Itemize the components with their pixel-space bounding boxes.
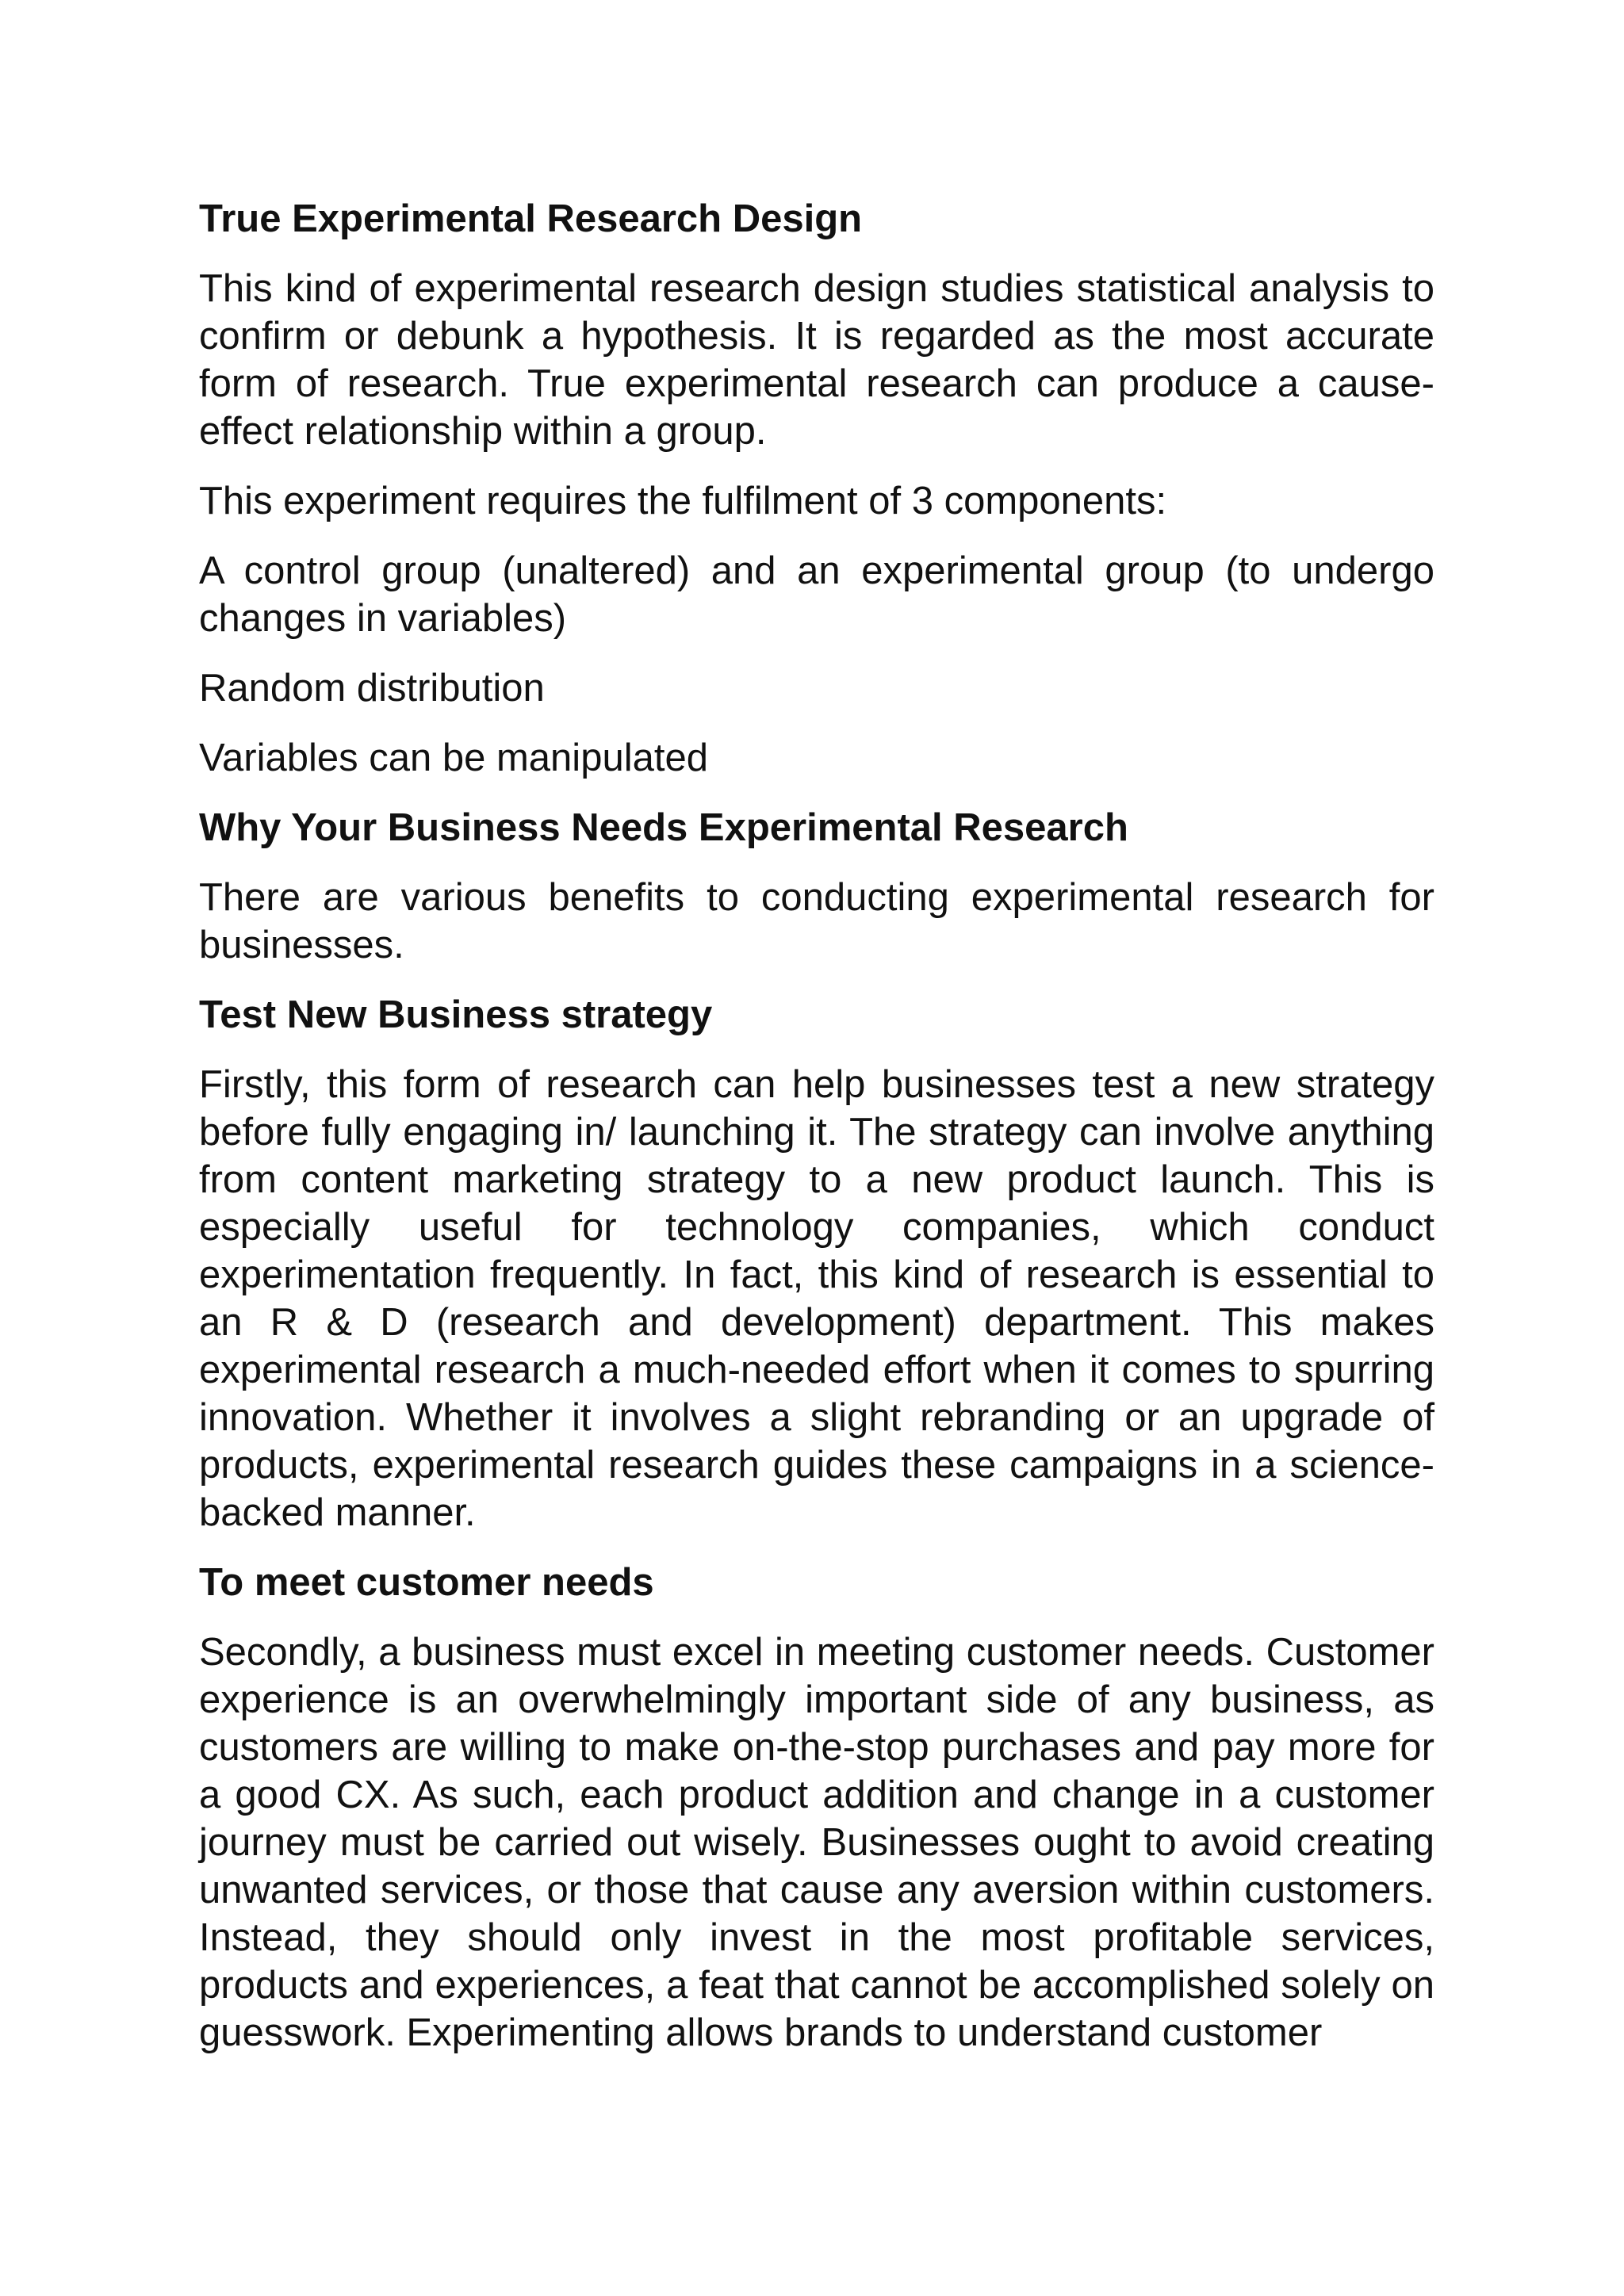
heading-test-new-business-strategy: Test New Business strategy bbox=[199, 993, 713, 1036]
paragraph-true-experimental-intro: This kind of experimental research design studies statistical analysis to confirm or debunk a hypothesis. It is regarded as the most accurate form of research. True experimental research can produce a cause-effect relationship within a group. bbox=[199, 267, 1434, 453]
paragraph-component-control-group: A control group (unaltered) and an experimental group (to undergo changes in variables) bbox=[199, 549, 1434, 640]
heading-true-experimental-research-design: True Experimental Research Design bbox=[199, 197, 863, 240]
heading-why-business-needs-research: Why Your Business Needs Experimental Research bbox=[199, 806, 1128, 849]
paragraph-components-intro: This experiment requires the fulfilment of 3 components: bbox=[199, 480, 1167, 522]
paragraph-component-random-distribution: Random distribution bbox=[199, 667, 545, 710]
paragraph-test-new-strategy: Firstly, this form of research can help businesses test a new strategy before fully engaging in/ launching it. The strategy can involve anything from content marketing strategy to a new product launch. This is especially useful for technology companies, which conduct experimentation frequently. In fact, this kind of research is essential to an R & D (research and development) department. This makes experimental research a much-needed effort when it comes to spurring innovation. Whether it involves a slight rebranding or an upgrade of products, experimental research guides these campaigns in a science-backed manner. bbox=[199, 1063, 1434, 1534]
paragraph-component-variables: Variables can be manipulated bbox=[199, 737, 708, 779]
heading-meet-customer-needs: To meet customer needs bbox=[199, 1561, 654, 1604]
paragraph-benefits-intro: There are various benefits to conducting experimental research for businesses. bbox=[199, 876, 1434, 966]
document-page bbox=[199, 195, 1434, 2057]
paragraph-meet-customer-needs: Secondly, a business must excel in meeting customer needs. Customer experience is an overwhelmingly important side of any business, as customers are willing to make on-the-stop purchases and pay more for a good CX. As such, each product addition and change in a customer journey must be carried out wisely. Businesses ought to avoid creating unwanted services, or those that cause any aversion within customers. Instead, they should only invest in the most profitable services, products and experiences, a feat that cannot be accomplished solely on guesswork. Experimenting allows brands to understand customer bbox=[199, 1631, 1434, 2054]
